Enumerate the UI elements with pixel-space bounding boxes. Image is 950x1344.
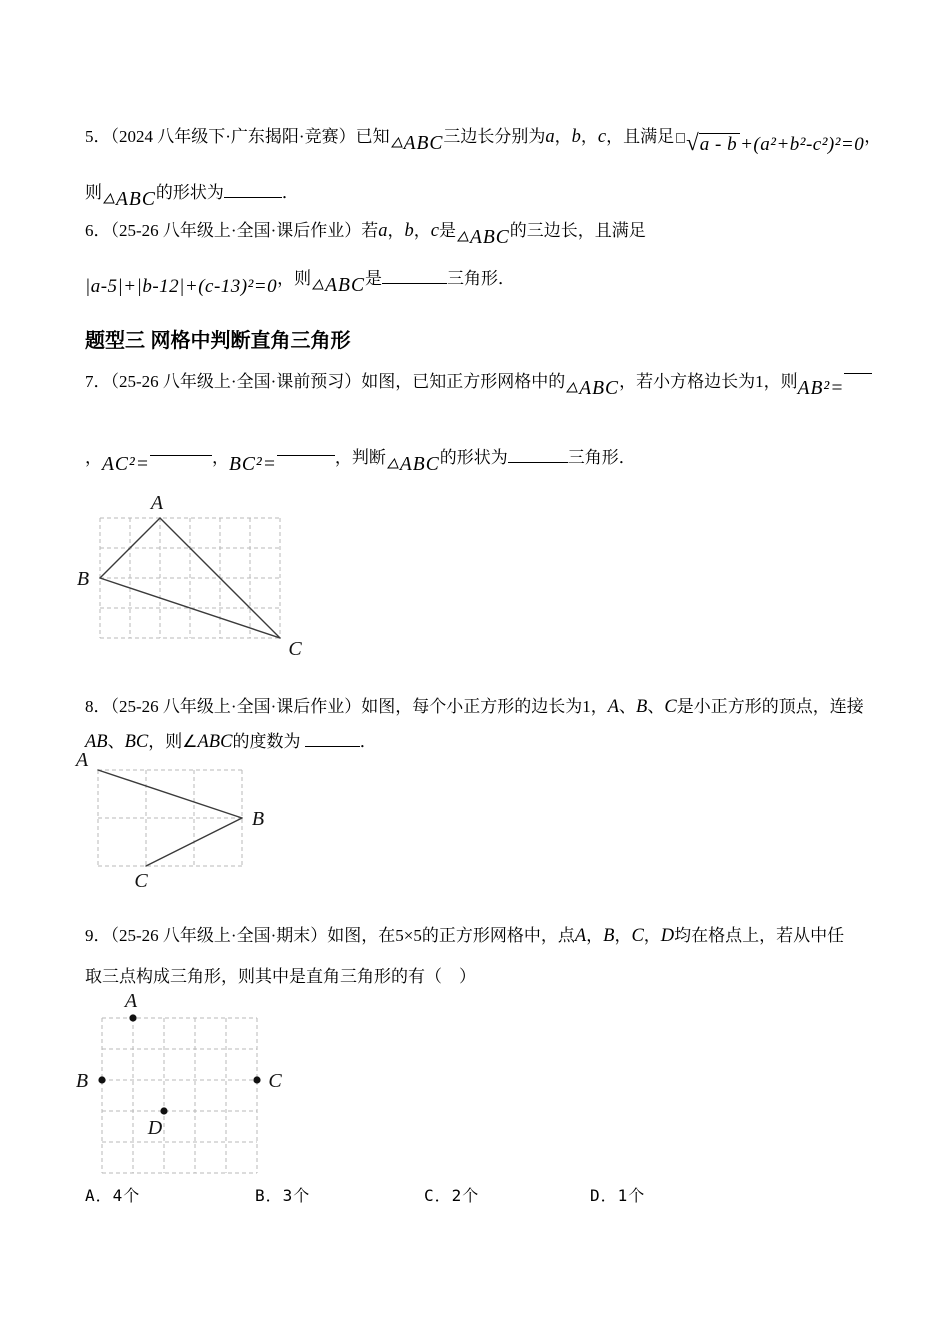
problem-7-line-1 — [85, 369, 872, 399]
text-run: 、 — [619, 697, 637, 716]
grid-point-B — [98, 1076, 105, 1083]
text-run: 三角形． — [446, 269, 515, 288]
text-run: 7．（25-26 八年级上·全国·课前预习）如图，已知正方形网格中的 — [85, 372, 566, 391]
problem-8-line-1 — [85, 694, 864, 720]
text-run: C — [664, 697, 677, 717]
section-heading: 题型三 网格中判断直角三角形 — [85, 330, 351, 352]
answer-blank — [508, 459, 568, 463]
triangle-symbol — [103, 186, 115, 212]
problem-5-line-2 — [85, 180, 299, 210]
grid-point-C — [253, 1076, 260, 1083]
text-run: 是 — [364, 269, 382, 288]
formula: +(a²+b²-c²)²=0 — [740, 134, 865, 155]
triangle-symbol — [457, 224, 469, 250]
text-run: D — [660, 926, 675, 946]
text-run: ， — [413, 221, 431, 240]
text-run: ． — [281, 183, 299, 202]
text-run: c — [597, 127, 607, 147]
point-label-C: C — [268, 1070, 282, 1092]
text-run: AB — [85, 732, 108, 752]
text-run: c — [430, 221, 439, 241]
text-run: BC — [124, 732, 149, 752]
triangle-symbol — [312, 272, 324, 298]
text-run: a — [545, 127, 555, 147]
text-run: 是小正方形的顶点，连接 — [676, 697, 864, 716]
answer-blank — [150, 452, 212, 456]
answer-blank — [305, 743, 360, 747]
problem-9-line-1 — [85, 923, 844, 949]
text-run: ， — [586, 926, 604, 945]
text-run: BC²= — [228, 454, 277, 475]
text-run: ， — [643, 926, 661, 945]
text-run: AC²= — [102, 454, 150, 475]
text-run: ，且满足 — [606, 127, 675, 146]
text-run: a — [378, 221, 388, 241]
text-run: 是 — [438, 221, 456, 240]
grid-point-A — [129, 1014, 136, 1021]
text-run: 则 — [85, 183, 102, 202]
grid-figure-problem-8 — [68, 745, 272, 890]
problem-7-line-2 — [85, 445, 636, 475]
text-run: b — [571, 127, 581, 147]
text-run: ， — [864, 127, 882, 146]
text-run: B — [636, 697, 648, 717]
text-run: 三角形． — [567, 448, 636, 467]
text-run: ABC — [399, 454, 440, 475]
angle-symbol: ∠ — [182, 732, 198, 752]
point-label-C: C — [288, 638, 302, 660]
problem-5-line-1 — [85, 122, 882, 155]
text-run: 的形状为 — [439, 448, 508, 467]
grid-point-D — [160, 1107, 167, 1114]
box-glyph — [676, 133, 685, 143]
option-c: C．2个 — [424, 1186, 480, 1205]
point-label-B: B — [76, 568, 90, 590]
formula: |a-5|+|b-12|+(c-13)²=0 — [85, 276, 278, 297]
text-run: ， — [211, 448, 229, 467]
text-run: ， — [554, 127, 572, 146]
text-run: 的度数为 — [232, 732, 305, 751]
text-run: ， — [387, 221, 405, 240]
answer-blank — [844, 370, 872, 374]
text-run: C — [631, 926, 644, 946]
text-run: ABC — [197, 732, 233, 752]
answer-blank — [224, 194, 282, 198]
text-run: ，若小方格边长为1，则 — [619, 372, 798, 391]
text-run: ， — [580, 127, 598, 146]
text-run: 三边长分别为 — [443, 127, 546, 146]
text-run: 8．（25-26 八年级上·全国·课后作业）如图，每个小正方形的边长为1， — [85, 697, 608, 716]
text-run: 均在格点上，若从中任 — [674, 926, 845, 945]
point-label-A: A — [75, 749, 89, 771]
text-run: 5．（2024 八年级下·广东揭阳·竞赛）已知 — [85, 127, 390, 146]
point-label-C: C — [134, 870, 148, 892]
text-run: ，则 — [148, 732, 183, 751]
text-run: ， — [614, 926, 632, 945]
text-run: ABC — [469, 227, 510, 248]
option-a: A．4个 — [85, 1186, 141, 1205]
text-run: AB²= — [797, 378, 845, 399]
problem-6-line-2 — [85, 266, 515, 297]
text-run: 的三边长，且满足 — [509, 221, 646, 240]
point-label-A: A — [124, 990, 138, 1012]
problem-6-line-1 — [85, 218, 646, 248]
text-run: ABC — [325, 275, 365, 296]
answer-blank — [382, 280, 447, 284]
text-run: A — [607, 697, 620, 717]
grid-figure-problem-9 — [72, 990, 287, 1197]
text-run: b — [404, 221, 414, 241]
text-run: ， — [85, 448, 102, 467]
text-run: B — [603, 926, 615, 946]
text-run: ，判断 — [334, 448, 386, 467]
text-run: 的形状为 — [155, 183, 224, 202]
text-run: ，则 — [277, 269, 312, 288]
text-run: ． — [359, 732, 377, 751]
text-run: A — [574, 926, 587, 946]
text-run: 、 — [107, 732, 125, 751]
problem-9-line-2 — [85, 964, 476, 990]
point-label-A: A — [150, 492, 164, 514]
sqrt-expression: √a - b — [686, 134, 740, 155]
point-label-B: B — [251, 808, 265, 830]
answer-blank — [277, 452, 335, 456]
text-run: ABC — [116, 189, 156, 210]
point-label-B: B — [75, 1070, 89, 1092]
triangle-symbol — [566, 375, 578, 401]
text-run: ABC — [579, 378, 620, 399]
text-run: 、 — [647, 697, 665, 716]
text-run: 9．（25-26 八年级上·全国·期末）如图，在5×5的正方形网格中，点 — [85, 926, 575, 945]
option-b: B．3个 — [255, 1186, 311, 1205]
triangle-symbol — [387, 451, 399, 477]
grid-figure-problem-7 — [70, 493, 310, 662]
text-run: ABC — [403, 133, 444, 154]
text-run: 取三点构成三角形，则其中是直角三角形的有（ ） — [85, 967, 476, 986]
triangle-symbol — [391, 130, 403, 156]
text-run: 6．（25-26 八年级上·全国·课后作业）若 — [85, 221, 379, 240]
point-label-D: D — [147, 1117, 163, 1139]
option-d: D．1个 — [590, 1186, 646, 1205]
